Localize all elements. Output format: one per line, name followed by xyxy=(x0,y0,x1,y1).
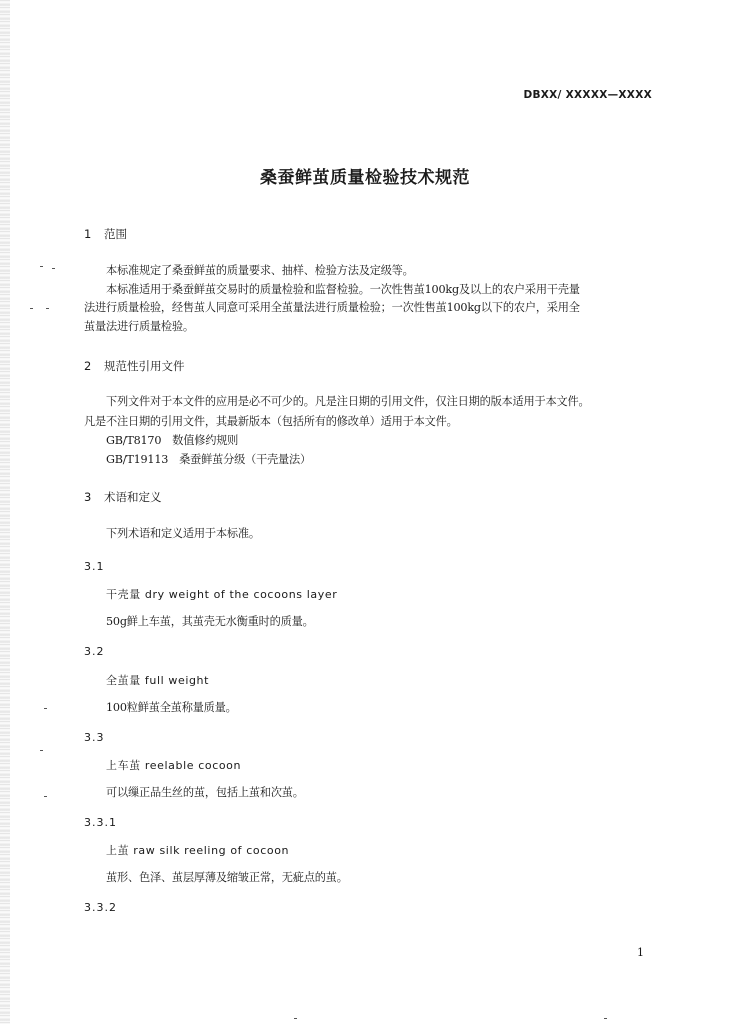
clause-number: 3.3 xyxy=(84,731,105,744)
scan-speck xyxy=(604,1018,607,1019)
scan-speck xyxy=(30,308,33,309)
scan-edge-artifact xyxy=(0,0,10,1024)
reference-item: GB/T19113 桑蚕鲜茧分级（干壳量法） xyxy=(106,453,312,466)
term-entry: 全茧量 full weight xyxy=(106,674,210,687)
section-title: 术语和定义 xyxy=(104,490,162,504)
section-title: 规范性引用文件 xyxy=(104,359,185,373)
paragraph: 本标准适用于桑蚕鲜茧交易时的质量检验和监督检验。一次性售茧100kg及以上的农户采用干壳量 xyxy=(106,283,580,296)
reference-item: GB/T8170 数值修约规则 xyxy=(106,434,239,447)
scan-speck xyxy=(46,308,49,309)
scan-speck xyxy=(44,708,47,709)
section-heading-scope xyxy=(84,226,127,242)
paragraph: 下列术语和定义适用于本标准。 xyxy=(106,527,260,540)
clause-number: 3.3.2 xyxy=(84,901,117,914)
term-definition: 100粒鲜茧全茧称量质量。 xyxy=(106,701,237,714)
section-heading-terms-definitions xyxy=(84,489,162,505)
paragraph: 下列文件对于本文件的应用是必不可少的。凡是注日期的引用文件，仅注日期的版本适用于本文件。 xyxy=(106,395,590,408)
section-number: 1 xyxy=(84,227,92,241)
section-title: 范围 xyxy=(104,227,127,241)
term-entry: 上茧 raw silk reeling of cocoon xyxy=(106,844,290,857)
term-definition: 茧形、色泽、茧层厚薄及缩皱正常，无疵点的茧。 xyxy=(106,871,348,884)
paragraph: 茧量法进行质量检验。 xyxy=(84,320,194,333)
scan-speck xyxy=(294,1018,297,1019)
section-number: 2 xyxy=(84,359,92,373)
term-definition: 50g鲜上车茧，其茧壳无水衡重时的质量。 xyxy=(106,615,314,628)
page-number: 1 xyxy=(637,946,644,959)
term-entry: 干壳量 dry weight of the cocoons layer xyxy=(106,588,338,601)
scan-speck xyxy=(40,266,43,267)
clause-number: 3.3.1 xyxy=(84,816,117,829)
section-heading-normative-references xyxy=(84,358,185,374)
section-number: 3 xyxy=(84,490,92,504)
paragraph: 凡是不注日期的引用文件，其最新版本（包括所有的修改单）适用于本文件。 xyxy=(84,415,458,428)
term-entry: 上车茧 reelable cocoon xyxy=(106,759,242,772)
document-code: DBXX/ XXXXX—XXXX xyxy=(523,89,652,101)
scan-speck xyxy=(44,796,47,797)
paragraph: 法进行质量检验，经售茧人同意可采用全茧量法进行质量检验；一次性售茧100kg以下的农户，采用全 xyxy=(84,301,580,314)
paragraph: 本标准规定了桑蚕鲜茧的质量要求、抽样、检验方法及定级等。 xyxy=(106,264,414,277)
clause-number: 3.1 xyxy=(84,560,105,573)
document-title: 桑蚕鲜茧质量检验技术规范 xyxy=(260,168,470,188)
term-definition: 可以缫正品生丝的茧，包括上茧和次茧。 xyxy=(106,786,304,799)
scan-speck xyxy=(52,268,55,269)
clause-number: 3.2 xyxy=(84,645,105,658)
scan-speck xyxy=(40,750,43,751)
